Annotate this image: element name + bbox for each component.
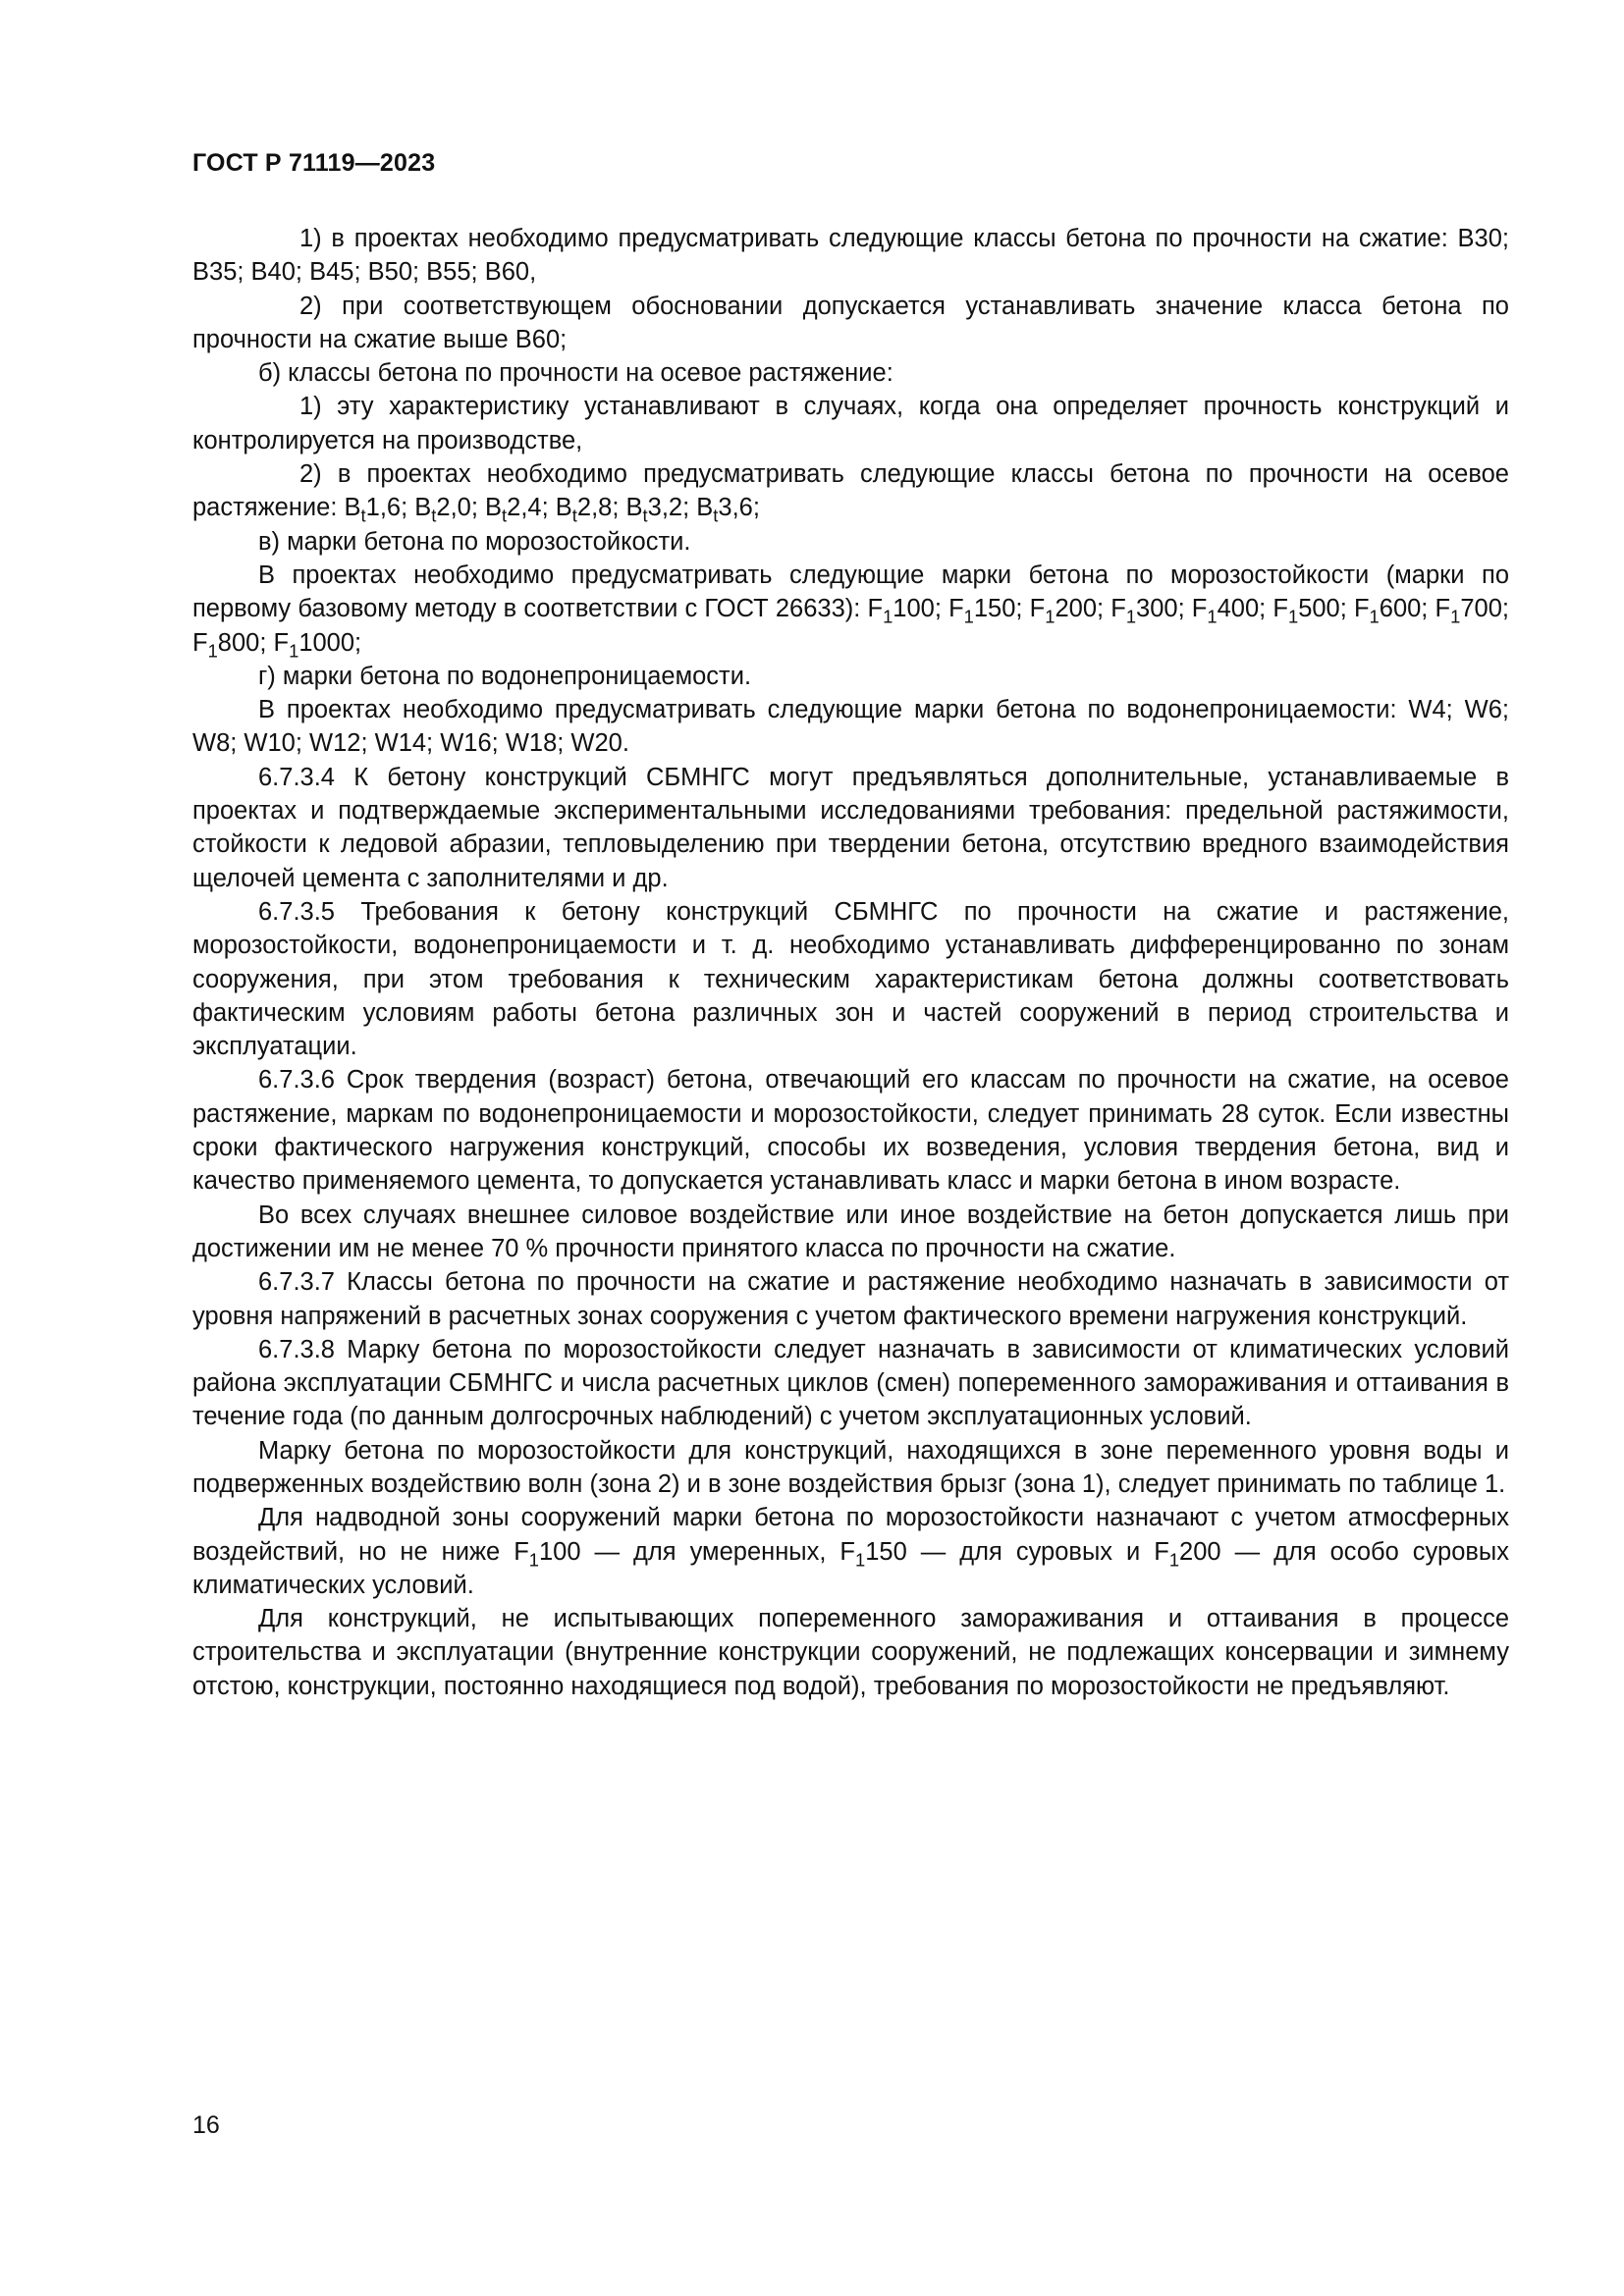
page-number: 16 <box>192 2111 220 2139</box>
paragraph: В проектах необходимо предусматривать следующие марки бетона по водонепроницаемости: W4; W6; W8; W10; W12; W14; W16; W18; W20. <box>192 696 1509 758</box>
paragraph: Марку бетона по морозостойкости для конструкций, находящихся в зоне переменного уровня воды и подверженных воздействию волн (зона 2) и в зоне воздействия брызг (зона 1), следует принимать по таблице 1. <box>192 1436 1509 1498</box>
paragraph: Для надводной зоны сооружений марки бетона по морозостойкости назначают с учетом атмосферных воздействий, но не ниже $F_1100$ — для умеренных, $F_1150$ — для суровых и $F_1200$ — для особо суровых климатических условий. <box>192 1504 1510 1599</box>
paragraph: 6.7.3.6 Срок твердения (возраст) бетона, отвечающий его классам по прочности на сжатие, на осевое растяжение, маркам по водонепроницаемости и морозостойкости, следует принимать 28 суток. Если известны сроки фактического нагружения конструкций, способы их возведения, условия твердения бетона, вид и качество применяемого цемента, то допускается устанавливать класс и марки бетона в ином возрасте. <box>192 1066 1509 1196</box>
paragraph: 2) при соответствующем обосновании допускается устанавливать значение класса бетона по прочности на сжатие выше B60; <box>192 292 1509 353</box>
paragraph: В проектах необходимо предусматривать следующие марки бетона по морозостойкости (марки по первому базовому методу в соответствии с ГОСТ 26633): $F_1100$; $F_1150$; $F_1200$; $F_1300$; $F_1400$; $F_1500$; $F_1600$; $F_1700$; $F_1800$; $F_11000$; <box>192 561 1509 661</box>
paragraph: г) марки бетона по водонепроницаемости. <box>258 662 752 690</box>
document-body <box>192 222 1509 1703</box>
paragraph: 1) в проектах необходимо предусматривать следующие классы бетона по прочности на сжатие: B30; B35; B40; B45; B50; B55; B60, <box>192 225 1509 287</box>
paragraph: 2) в проектах необходимо предусматривать следующие классы бетона по прочности на осевое растяжение: $B_t1,6$; $B_t2,0$; $B_t2,4$; $B_t2,8$; $B_t3,2$; $B_t3,6$; <box>192 460 1509 526</box>
paragraph: 1) эту характеристику устанавливают в случаях, когда она определяет прочность конструкций и контролируется на производстве, <box>192 393 1509 454</box>
paragraph: Во всех случаях внешнее силовое воздействие или иное воздействие на бетон допускается лишь при достижении им не менее 70 % прочности принятого класса по прочности на сжатие. <box>192 1201 1509 1262</box>
document-header: ГОСТ Р 71119—2023 <box>192 149 436 177</box>
paragraph: б) классы бетона по прочности на осевое растяжение: <box>258 359 893 388</box>
paragraph: 6.7.3.7 Классы бетона по прочности на сжатие и растяжение необходимо назначать в зависимости от уровня напряжений в расчетных зонах сооружения с учетом фактического времени нагружения конструкций. <box>192 1268 1509 1330</box>
paragraph: Для конструкций, не испытывающих попеременного замораживания и оттаивания в процессе строительства и эксплуатации (внутренние конструкции сооружений, не подлежащих консервации и зимнему отстою, конструкции, постоянно находящиеся под водой), требования по морозостойкости не предъявляют. <box>192 1605 1509 1700</box>
paragraph: 6.7.3.5 Требования к бетону конструкций СБМНГС по прочности на сжатие и растяжение, морозостойкости, водонепроницаемости и т. д. необходимо устанавливать дифференцированно по зонам сооружения, при этом требования к техническим характеристикам бетона должны соответствовать фактическим условиям работы бетона различных зон и частей сооружений в период строительства и эксплуатации. <box>192 897 1509 1061</box>
paragraph: 6.7.3.8 Марку бетона по морозостойкости следует назначать в зависимости от климатических условий района эксплуатации СБМНГС и числа расчетных циклов (смен) попеременного замораживания и оттаивания в течение года (по данным долгосрочных наблюдений) с учетом эксплуатационных условий. <box>192 1335 1509 1431</box>
paragraph: в) марки бетона по морозостойкости. <box>258 527 691 556</box>
paragraph: 6.7.3.4 К бетону конструкций СБМНГС могут предъявляться дополнительные, устанавливаемые в проектах и подтверждаемые экспериментальными исследованиями требования: предельной растяжимости, стойкости к ледовой абразии, тепловыделению при твердении бетона, отсутствию вредного взаимодействия щелочей цемента с заполнителями и др. <box>192 763 1509 892</box>
